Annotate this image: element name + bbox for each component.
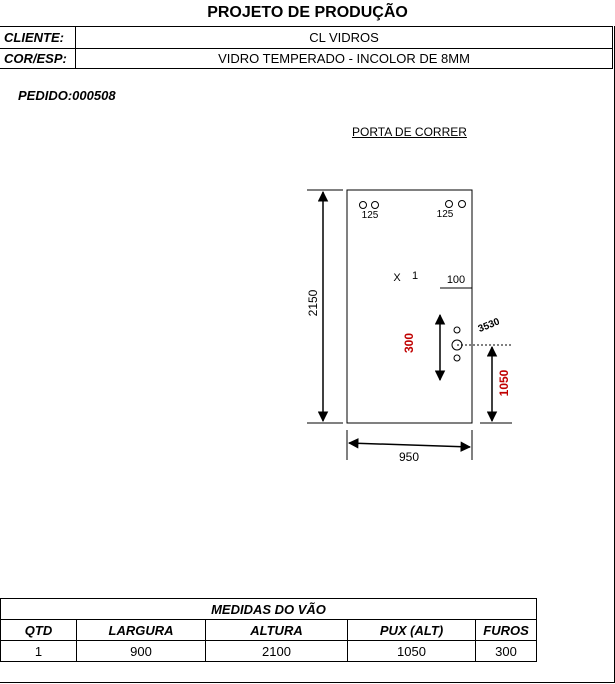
cor-esp-label: COR/ESP: xyxy=(4,51,67,66)
hole-right-label: 125 xyxy=(436,209,454,220)
col-header-qtd: QTD xyxy=(1,620,77,641)
handle-hole-top xyxy=(454,327,460,333)
handle-hole-bottom xyxy=(454,355,460,361)
cell-largura: 900 xyxy=(77,641,206,662)
glass-panel xyxy=(347,190,472,423)
height-dimension-label: 2150 xyxy=(306,289,320,317)
col-header-largura: LARGURA xyxy=(77,620,206,641)
cell-furos: 300 xyxy=(476,641,537,662)
handle-300-label: 300 xyxy=(402,332,416,354)
page-bottom-border xyxy=(0,682,615,683)
hole-top-right-1 xyxy=(446,201,453,208)
cliente-value: CL VIDROS xyxy=(309,30,379,45)
pedido-number: PEDIDO:000508 xyxy=(18,88,116,103)
hole-top-left-2 xyxy=(372,202,379,209)
edge-100-label: 100 xyxy=(446,274,466,286)
width-dimension-label: 950 xyxy=(398,450,420,464)
width-dimension-line xyxy=(349,443,470,447)
col-header-furos: FUROS xyxy=(476,620,537,641)
col-header-altura: ALTURA xyxy=(206,620,348,641)
cell-qtd: 1 xyxy=(1,641,77,662)
hole-top-right-2 xyxy=(459,201,466,208)
col-header-pux: PUX (ALT) xyxy=(348,620,476,641)
dim-3530-label: 3530 xyxy=(476,316,502,335)
hole-left-label: 125 xyxy=(361,210,379,221)
table-row xyxy=(1,641,537,662)
cell-altura: 2100 xyxy=(206,641,348,662)
hole-top-left-1 xyxy=(360,202,367,209)
medidas-table xyxy=(0,598,537,662)
dim-1050-label: 1050 xyxy=(497,369,511,397)
cell-pux: 1050 xyxy=(348,641,476,662)
qty-x: X xyxy=(393,272,401,284)
drawing-title: PORTA DE CORRER xyxy=(352,125,467,139)
cliente-label: CLIENTE: xyxy=(4,30,64,45)
qty-1: 1 xyxy=(411,270,419,282)
medidas-title: MEDIDAS DO VÃO xyxy=(1,599,537,620)
cor-esp-value: VIDRO TEMPERADO - INCOLOR DE 8MM xyxy=(218,51,470,66)
page-title: PROJETO DE PRODUÇÃO xyxy=(207,4,408,21)
